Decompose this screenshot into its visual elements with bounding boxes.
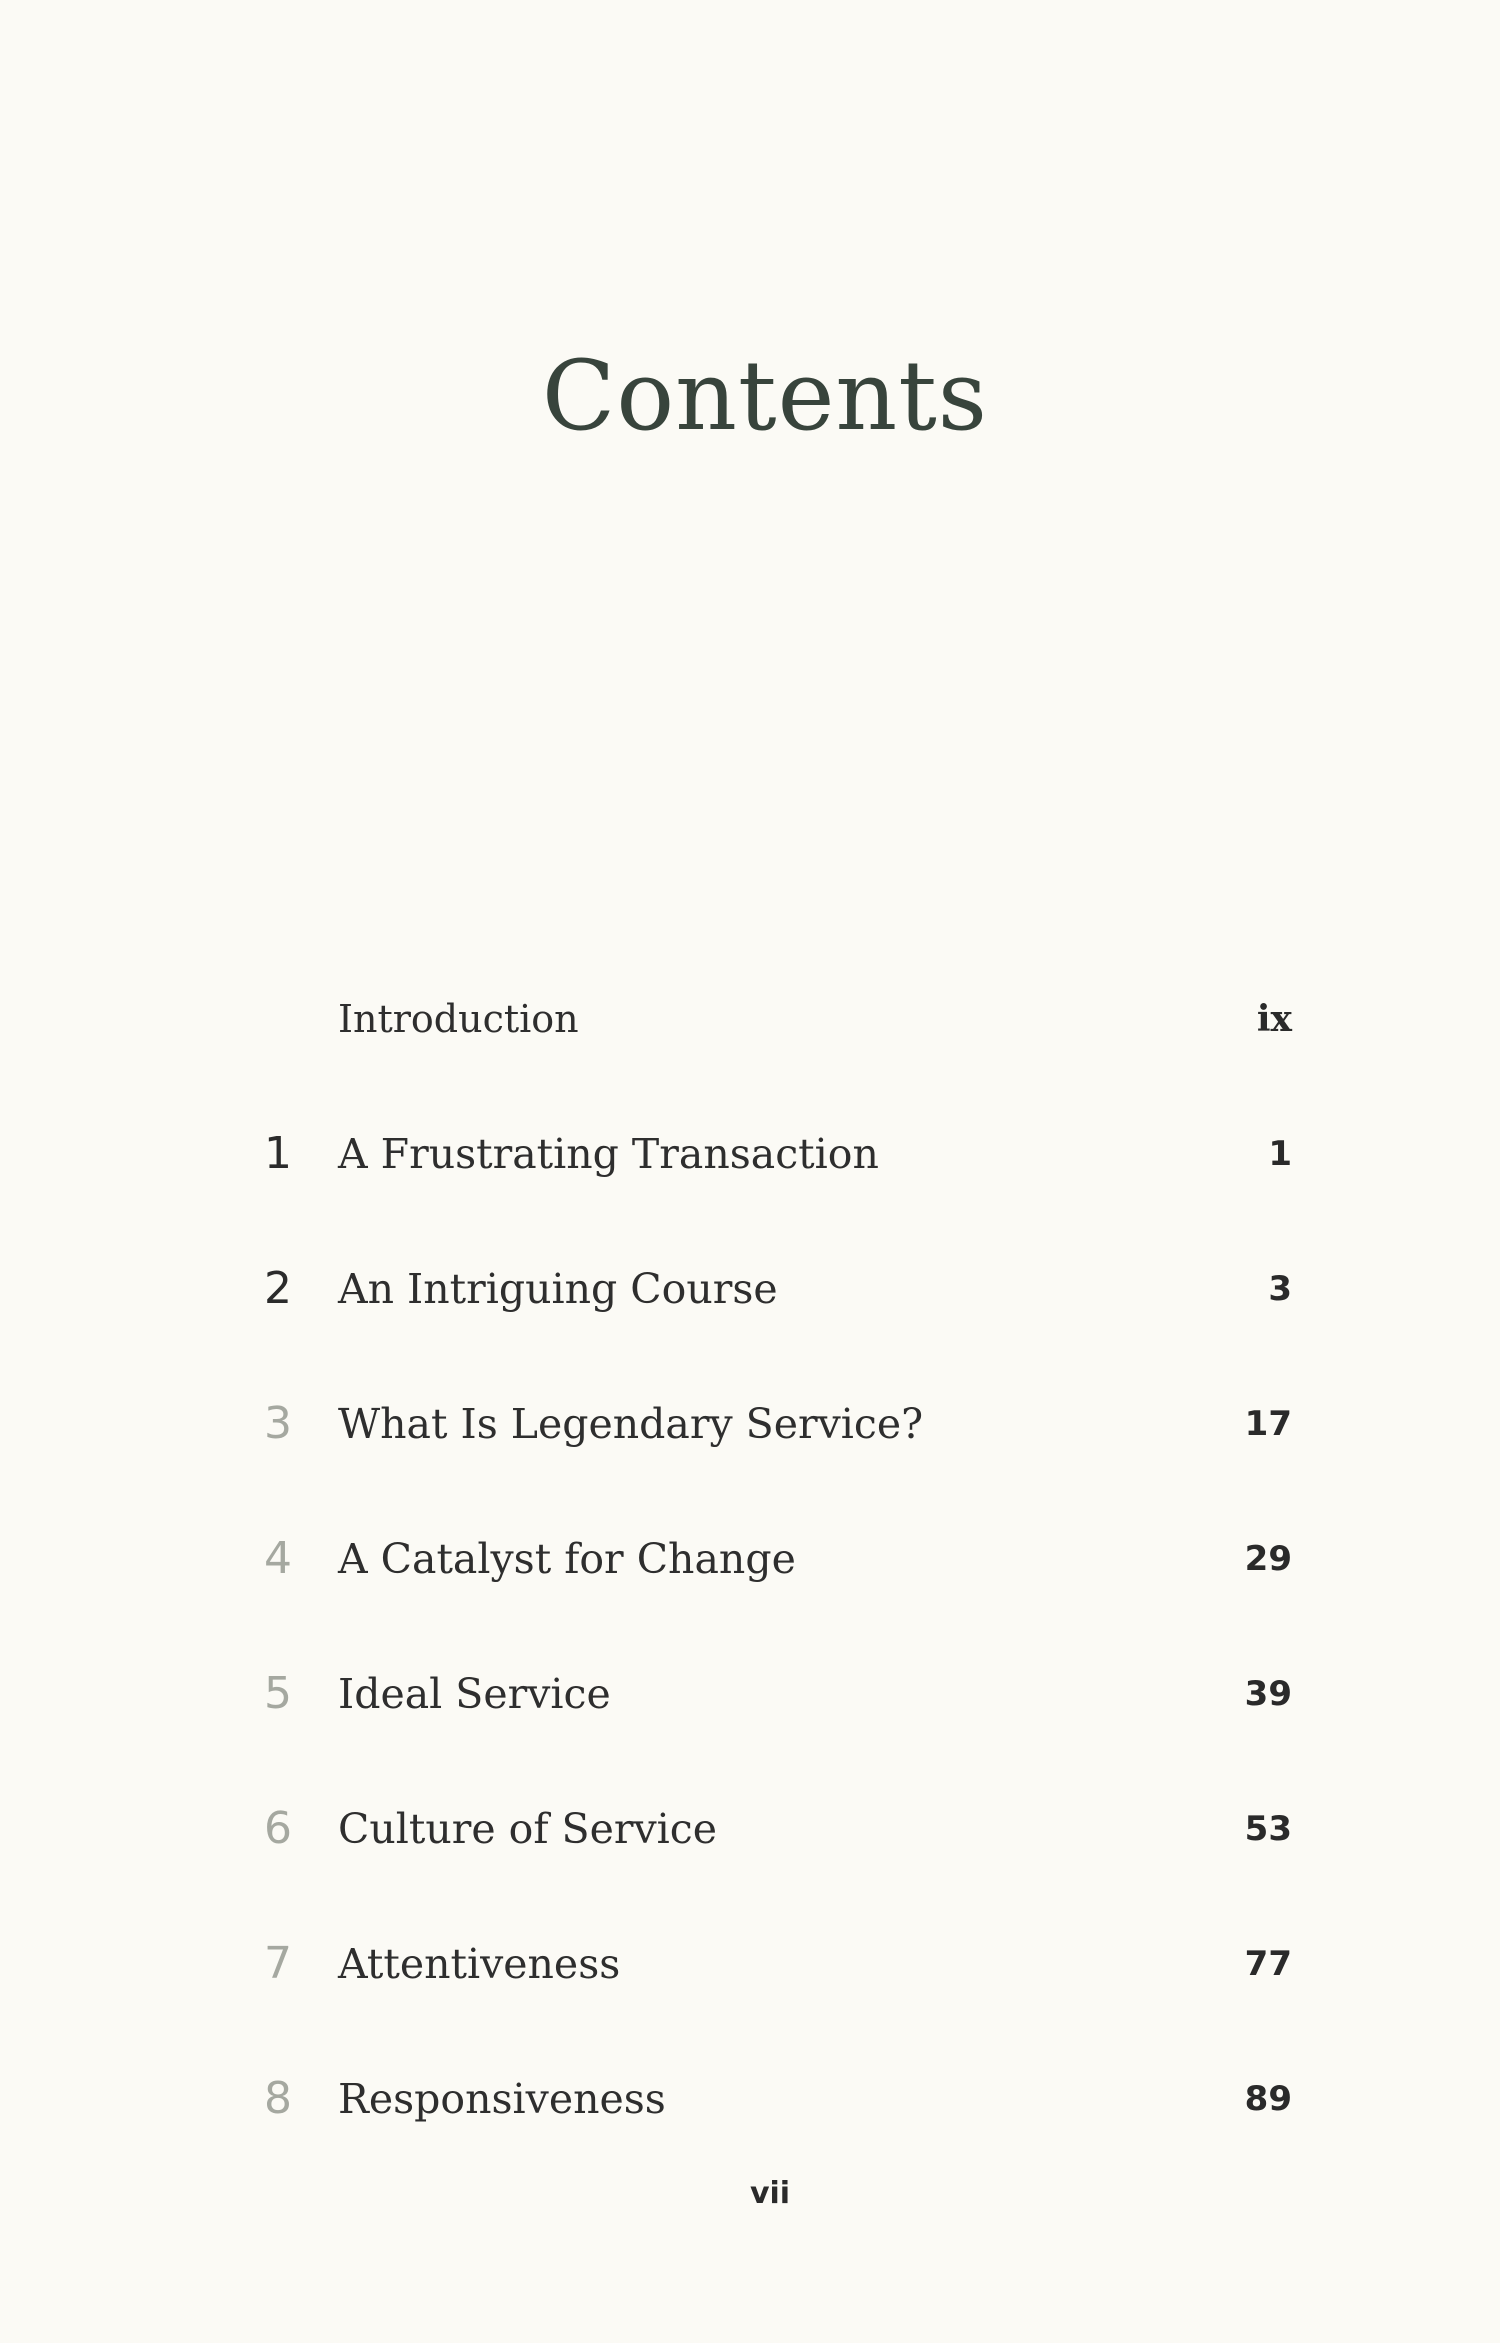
page-number: 53 bbox=[1244, 1809, 1292, 1849]
page-number: 77 bbox=[1244, 1944, 1292, 1984]
page-number: 3 bbox=[1268, 1269, 1292, 1309]
chapter-number: 6 bbox=[264, 1803, 292, 1854]
chapter-number: 7 bbox=[264, 1938, 292, 1989]
chapter-number: 2 bbox=[264, 1263, 292, 1314]
page-number: 17 bbox=[1244, 1404, 1292, 1444]
page-number: ix bbox=[1256, 998, 1292, 1040]
toc-entry-chapter-1[interactable] bbox=[0, 1124, 1500, 1184]
chapter-title: Culture of Service bbox=[338, 1805, 718, 1853]
toc-entry-chapter-7[interactable] bbox=[0, 1934, 1500, 1994]
toc-entry-introduction[interactable] bbox=[0, 989, 1500, 1049]
chapter-title: A Frustrating Transaction bbox=[338, 1130, 879, 1178]
toc-entry-chapter-6[interactable] bbox=[0, 1799, 1500, 1859]
chapter-title: A Catalyst for Change bbox=[338, 1535, 796, 1583]
chapter-title: Responsiveness bbox=[338, 2075, 666, 2123]
toc-entry-chapter-3[interactable] bbox=[0, 1394, 1500, 1454]
toc-entry-chapter-2[interactable] bbox=[0, 1259, 1500, 1319]
chapter-number: 3 bbox=[264, 1398, 292, 1449]
chapter-title: An Intriguing Course bbox=[338, 1265, 778, 1313]
toc-entry-chapter-8[interactable] bbox=[0, 2069, 1500, 2129]
page-number: 89 bbox=[1244, 2079, 1292, 2119]
chapter-title: Ideal Service bbox=[338, 1670, 611, 1718]
chapter-number: 5 bbox=[264, 1668, 292, 1719]
toc-entry-chapter-5[interactable] bbox=[0, 1664, 1500, 1724]
chapter-title: Attentiveness bbox=[338, 1940, 621, 1988]
page-number: 29 bbox=[1244, 1539, 1292, 1579]
page-number: 39 bbox=[1244, 1674, 1292, 1714]
chapter-number: 1 bbox=[264, 1128, 292, 1179]
chapter-title: Introduction bbox=[338, 997, 579, 1041]
page-folio: vii bbox=[749, 2176, 791, 2211]
page-number: 1 bbox=[1268, 1134, 1292, 1174]
chapter-number: 8 bbox=[264, 2073, 292, 2124]
chapter-title: What Is Legendary Service? bbox=[338, 1400, 924, 1448]
toc-entry-chapter-4[interactable] bbox=[0, 1529, 1500, 1589]
page-title: Contents bbox=[541, 340, 989, 452]
chapter-number: 4 bbox=[264, 1533, 292, 1584]
